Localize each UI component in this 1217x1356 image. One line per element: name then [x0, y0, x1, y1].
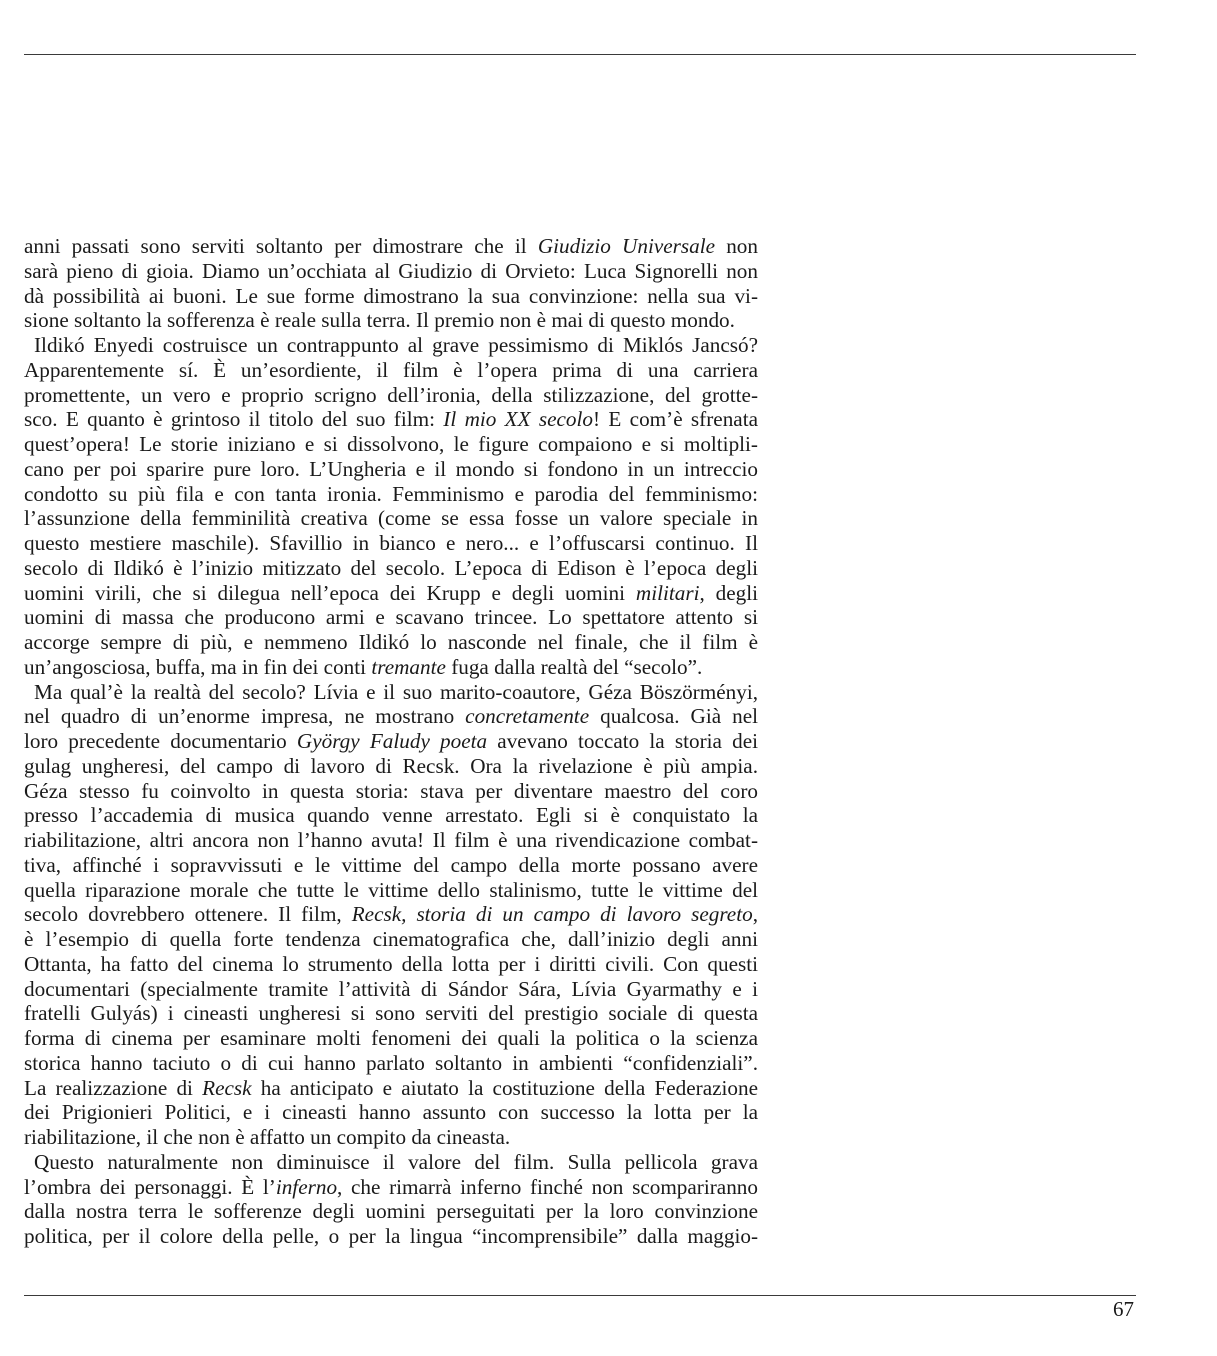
text-segment: uomini virili, che si dilegua nell’epoca dei Krupp e degli uomini [24, 580, 636, 605]
top-rule [24, 54, 1136, 55]
article-body [24, 234, 758, 1249]
text-segment: l’assunzione della femminilità creativa (come se essa fosse un valore speciale in [24, 506, 758, 531]
text-line [24, 1175, 758, 1200]
text-line [24, 1150, 758, 1175]
text-line [24, 358, 758, 383]
text-segment: accorge sempre di più, e nemmeno Ildikó lo nasconde nel finale, che il film è [24, 630, 758, 654]
text-line [24, 457, 758, 482]
italic-text: Giudizio Universale [537, 234, 716, 258]
italic-text: militari [635, 580, 700, 605]
bottom-rule [24, 1295, 1136, 1296]
text-line [24, 754, 758, 779]
text-line [24, 333, 758, 358]
text-segment: Ma qual’è la realtà del secolo? Lívia e il suo marito-coautore, Géza Böszörményi, [34, 679, 758, 704]
text-line [24, 432, 758, 457]
text-segment: Ottanta, ha fatto del cinema lo strumento della lotta per i diritti civili. Con questi [24, 951, 758, 976]
text-line [24, 902, 758, 927]
text-segment: sione soltanto la sofferenza è reale sulla terra. Il premio non è mai di questo mondo. [24, 308, 735, 333]
text-line [24, 506, 758, 531]
text-line [24, 1051, 758, 1076]
text-line [24, 1026, 758, 1051]
italic-text: Recsk [202, 1075, 252, 1100]
text-line [24, 704, 758, 729]
text-line [24, 977, 758, 1002]
text-segment: non [715, 234, 758, 258]
text-segment: fratelli Gulyás) i cineasti ungheresi si sono serviti del prestigio sociale di questa [24, 1001, 758, 1026]
text-segment: tiva, affinché i sopravvissuti e le vittime del campo della morte possano avere [24, 852, 758, 877]
text-segment: sco. E quanto è grintoso il titolo del suo film: [24, 407, 444, 432]
text-segment: è l’esempio di quella forte tendenza cinematografica che, dall’inizio degli anni [24, 927, 758, 951]
text-segment: condotto su più fila e con tanta ironia. Femminismo e parodia del femminismo: [24, 481, 758, 506]
text-line [24, 1076, 758, 1101]
text-segment: Ildikó Enyedi costruisce un contrappunto al grave pessimismo di Miklós Jancsó? [34, 333, 758, 357]
italic-text: concretamente [465, 704, 590, 729]
text-segment: , degli [699, 580, 758, 605]
text-segment: dà possibilità ai buoni. Le sue forme dimostrano la sua convinzione: nella sua vi- [24, 283, 758, 308]
text-segment: fuga dalla realtà del “secolo”. [445, 654, 703, 679]
text-segment: documentari (specialmente tramite l’attività di Sándor Sára, Lívia Gyarmathy e i [24, 976, 758, 1001]
text-line [24, 556, 758, 581]
text-segment: avevano toccato la storia dei [487, 729, 758, 753]
text-line [24, 531, 758, 556]
italic-text: inferno [275, 1174, 338, 1199]
text-line [24, 878, 758, 903]
text-segment: questo mestiere maschile). Sfavillio in bianco e nero... e l’offuscarsi continuo. Il [24, 531, 758, 555]
text-segment: quella riparazione morale che tutte le vittime dello stalinismo, tutte le vittime del [24, 877, 758, 902]
text-segment: Géza stesso fu coinvolto in questa storia: stava per diventare maestro del coro [24, 778, 758, 803]
text-line [24, 581, 758, 606]
text-line [24, 779, 758, 804]
text-segment: ! E com’è sfrenata [593, 407, 758, 432]
text-line [24, 729, 758, 754]
text-segment: , [752, 902, 758, 927]
text-line [24, 1100, 758, 1125]
italic-text: Recsk, storia di un campo di lavoro segreto [351, 902, 753, 927]
text-line [24, 828, 758, 853]
text-line [24, 630, 758, 655]
text-line [24, 1199, 758, 1224]
text-segment: anni passati sono serviti soltanto per dimostrare che il [24, 234, 538, 258]
text-line [24, 680, 758, 705]
page-number: 67 [1113, 1297, 1134, 1321]
text-segment: dei Prigionieri Politici, e i cineasti hanno assunto con successo la lotta per la [24, 1100, 758, 1125]
text-segment: nel quadro di un’enorme impresa, ne mostrano [24, 704, 466, 729]
text-line [24, 1224, 758, 1249]
text-segment: , che rimarrà inferno finché non scompariranno [337, 1174, 758, 1199]
text-line [24, 853, 758, 878]
text-line [24, 383, 758, 408]
text-segment: dalla nostra terra le sofferenze degli uomini perseguitati per la loro convinzione [24, 1199, 758, 1224]
text-segment: cano per poi sparire pure loro. L’Ungheria e il mondo si fondono in un intreccio [24, 456, 758, 481]
text-line [24, 308, 758, 333]
text-line [24, 407, 758, 432]
text-segment: politica, per il colore della pelle, o per la lingua “incomprensibile” dalla maggio- [24, 1224, 758, 1248]
text-segment: un’angosciosa, buffa, ma in fin dei conti [24, 654, 372, 679]
text-segment: forma di cinema per esaminare molti fenomeni dei quali la politica o la scienza [24, 1026, 758, 1050]
italic-text: György Faludy poeta [296, 729, 488, 753]
italic-text: tremante [371, 654, 446, 679]
italic-text: Il mio XX secolo [443, 407, 594, 432]
text-line [24, 655, 758, 680]
text-segment: qualcosa. Già nel [589, 704, 758, 729]
text-line [24, 284, 758, 309]
text-segment: loro precedente documentario [24, 729, 297, 753]
text-segment: secolo dovrebbero ottenere. Il film, [24, 902, 352, 927]
text-segment: secolo di Ildikó è l’inizio mitizzato del secolo. L’epoca di Edison è l’epoca degli [24, 555, 758, 580]
text-segment: gulag ungheresi, del campo di lavoro di Recsk. Ora la rivelazione è più ampia. [24, 753, 758, 778]
text-segment: quest’opera! Le storie iniziano e si dissolvono, le figure compaiono e si moltipli- [24, 432, 758, 456]
text-line [24, 927, 758, 952]
text-line [24, 1125, 758, 1150]
text-segment: riabilitazione, altri ancora non l’hanno avuta! Il film è una rivendicazione combat- [24, 828, 758, 852]
text-line [24, 482, 758, 507]
text-segment: Questo naturalmente non diminuisce il valore del film. Sulla pellicola grava [34, 1149, 758, 1174]
text-segment: ha anticipato e aiutato la costituzione della Federazione [251, 1075, 758, 1100]
text-line [24, 803, 758, 828]
text-line [24, 259, 758, 284]
text-segment: uomini di massa che producono armi e scavano trincee. Lo spettatore attento si [24, 605, 758, 630]
text-segment: l’ombra dei personaggi. È l’ [24, 1174, 276, 1199]
text-segment: riabilitazione, il che non è affatto un compito da cineasta. [24, 1125, 511, 1149]
text-segment: storica hanno taciuto o di cui hanno parlato soltanto in ambienti “confidenziali”. [24, 1050, 758, 1075]
text-segment: sarà pieno di gioia. Diamo un’occhiata al Giudizio di Orvieto: Luca Signorelli non [24, 258, 758, 283]
text-line [24, 1001, 758, 1026]
text-segment: promettente, un vero e proprio scrigno dell’ironia, della stilizzazione, del grotte- [24, 382, 758, 407]
text-line [24, 952, 758, 977]
text-segment: Apparentemente sí. È un’esordiente, il film è l’opera prima di una carriera [24, 357, 758, 382]
text-segment: presso l’accademia di musica quando venne arrestato. Egli si è conquistato la [24, 803, 758, 828]
text-segment: La realizzazione di [24, 1075, 203, 1100]
text-line [24, 234, 758, 259]
text-line [24, 605, 758, 630]
